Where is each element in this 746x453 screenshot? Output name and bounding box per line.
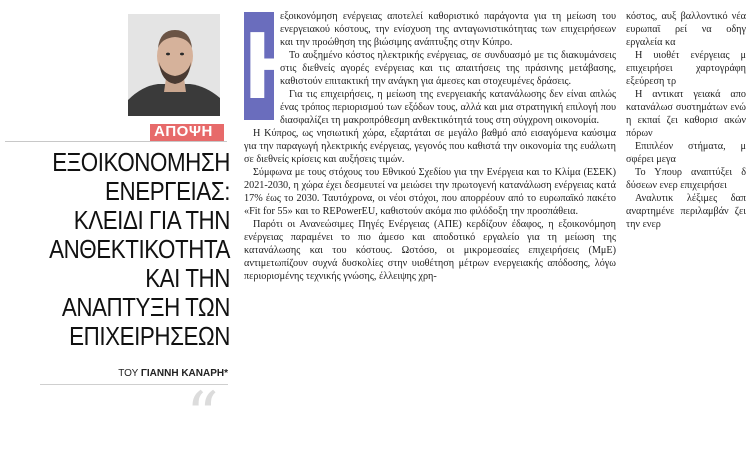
- article-column-1: [244, 10, 616, 283]
- headline-line: ΕΝΕΡΓΕΙΑΣ:: [105, 176, 230, 206]
- article-paragraph: εξοικονόμηση ενέργειας αποτελεί καθοριστικό παράγοντα για τη μείωση του ενεργειακού κόστους, την ενίσχυση της ανταγωνιστικότητας των επιχειρήσεων και την προώθηση της βιώσιμης ανάπτυξης στην Κύπρο.: [280, 11, 616, 48]
- headline-line: ΚΑΙ ΤΗΝ: [145, 263, 230, 293]
- article-paragraph: Για τις επιχειρήσεις, η μείωση της ενεργειακής κατανάλωσης δεν είναι απλώς ένας τρόπος περιορισμού των εξόδων τους, αλλά και μια στρατηγική επιλογή που διασφαλίζει τη μακροπρόθεσμη ανθεκτικότητά τους στη σύγχρονη οικονομία.: [280, 89, 616, 126]
- dropcap: Η: [244, 12, 314, 119]
- headline-line: ΑΝΘΕΚΤΙΚΟΤΗΤΑ: [49, 234, 230, 264]
- article-paragraph: Επιπλέον στήματα, μ σφέρει μεγα: [626, 141, 746, 165]
- article-paragraph: Σύμφωνα με τους στόχους του Εθνικού Σχεδίου για την Ενέργεια και το Κλίμα (ΕΣΕΚ) 2021-2030, η χώρα έχει δεσμευτεί να μειώσει την πρωτογενή κατανάλωση ενέργειας κατά 17% έως το 2030. Ταυτόχρονα, οι νέοι στόχοι, που απορρέουν από το ευρωπαϊκό πακέτο «Fit for 55» και το REPowerEU, καθιστούν ακόμα πιο φιλόδοξη την προσπάθεια.: [244, 167, 616, 217]
- byline: [40, 368, 228, 379]
- author-photo: [128, 14, 220, 116]
- author-portrait-image: [128, 14, 220, 116]
- headline: [36, 148, 230, 351]
- article-paragraph: Παρότι οι Ανανεώσιμες Πηγές Ενέργειας (ΑΠΕ) κερδίζουν έδαφος, η εξοικονόμηση ενέργειας παραμένει το πιο άμεσο και αποδοτικό εργαλείο για τη μείωση της κατανάλωσης και του κόστους. Ωστόσο, οι μικρομεσαίες επιχειρήσεις (ΜμΕ) αντιμετωπίζουν συχνά δυσκολίες στην υιοθέτηση μέτρων ενεργειακής απόδοσης, λόγω περιορισμένης τεχνικής γνώσης, έλλειψης χρη-: [244, 219, 616, 282]
- byline-prefix: ΤΟΥ: [118, 368, 139, 379]
- article-paragraph: Η αντικατ γειακά απο κατανάλωσ συστημάτων ενώ η εκπαί ζει καθορισ ακών πόρων: [626, 89, 746, 139]
- article-paragraph: Το Υπουρ αναπτύξει δ δύσεων ενερ επιχειρήσει: [626, 167, 746, 191]
- article-paragraph: Αναλυτικ λέξιμες δαπ αναρτημένε περιλαμβάν ζει την ενερ: [626, 193, 746, 230]
- headline-line: ΕΠΙΧΕΙΡΗΣΕΩΝ: [69, 321, 231, 351]
- section-tag: [150, 124, 224, 142]
- article-column-2: [626, 10, 746, 231]
- article-paragraph: κόστος, αυξ βαλλοντικό νέα ευρωπαϊ ρεί να οδηγ εργαλεία κα: [626, 11, 746, 48]
- section-rule: [5, 141, 227, 142]
- article-paragraph: Το αυξημένο κόστος ηλεκτρικής ενέργειας, σε συνδυασμό με τις διακυμάνσεις στις διεθνείς αγορές ενέργειας και τις απαιτήσεις της πράσινης μετάβασης, καθιστούν επιτακτική την ανάγκη για άμεσες και στοχευμένες δράσεις.: [280, 50, 616, 87]
- byline-author: ΓΙΑΝΝΗ ΚΑΝΑΡΗ*: [140, 368, 228, 379]
- article-paragraph: Η υιοθέτ ενέργειας μ επιχειρήσει χαρτογράφη εξεύρεση τρ: [626, 50, 746, 87]
- headline-line: ΚΛΕΙΔΙ ΓΙΑ ΤΗΝ: [73, 205, 230, 235]
- headline-line: ΕΞΟΙΚΟΝΟΜΗΣΗ: [52, 147, 230, 177]
- headline-line: ΑΝΑΠΤΥΞΗ ΤΩΝ: [61, 292, 230, 322]
- section-label: ΑΠΟΨΗ: [154, 123, 213, 140]
- quote-mark-icon: “: [186, 379, 219, 453]
- article-paragraph: Η Κύπρος, ως νησιωτική χώρα, εξαρτάται σε μεγάλο βαθμό από εισαγόμενα καύσιμα για την παραγωγή ηλεκτρικής ενέργειας, γεγονός που καθιστά την οικονομία της ευάλωτη σε διεθνείς κρίσεις και αυξήσεις τιμών.: [244, 128, 616, 165]
